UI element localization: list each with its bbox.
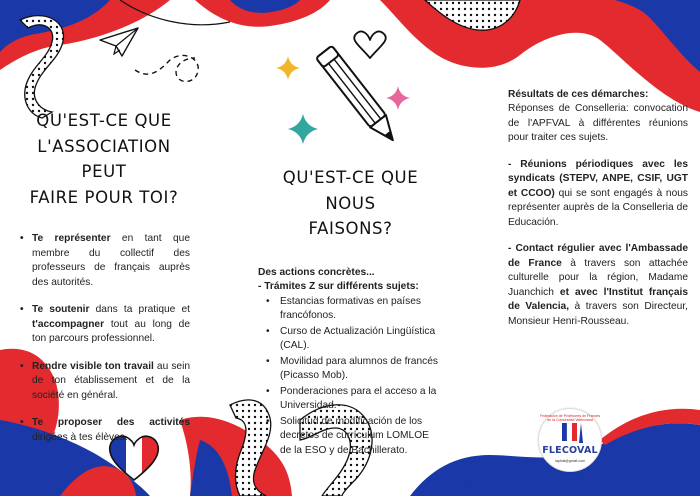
left-list [18, 232, 190, 445]
list-item: • Ponderaciones para el acceso a la Universidad. [262, 385, 443, 414]
item-bold: Te proposer des activités [32, 417, 190, 429]
flecoval-logo [538, 408, 602, 472]
middle-intro [258, 266, 443, 295]
list-item [18, 232, 190, 290]
unions-bold: - Réunions périodiques avec les syndicats (STEPV, ANPE, CSIF, UGT et CCOO) [508, 158, 688, 199]
left-panel [18, 108, 190, 458]
results-text: Réponses de Conselleria: convocation de l'APFVAL à différentes réunions pour traiter ces sujets. [508, 103, 688, 144]
pink-star-icon [386, 86, 410, 110]
unions-paragraph [508, 158, 688, 230]
list-item: • Solicitud de modificación de los decretos de currículum LOMLOE de la ESO y de Bachillerato. [262, 415, 443, 458]
institut-bold: et avec l'Institut français de Valencia, [508, 286, 688, 313]
item-bold: Te représenter [32, 233, 111, 245]
middle-list [262, 295, 443, 458]
right-panel [508, 88, 688, 341]
top-center-waves [195, 0, 330, 27]
intro-line: Des actions concrètes... [258, 266, 375, 278]
item-bold: Te soutenir [32, 304, 90, 316]
item-text: tout au long de ton parcours professionnel. [32, 318, 190, 345]
heart-outline-icon [354, 32, 386, 58]
left-heading-line: L'ASSOCIATION PEUT [37, 136, 171, 182]
results-paragraph [508, 88, 688, 146]
teal-star-icon [288, 114, 318, 144]
pencil-icon [316, 46, 401, 147]
list-item: • Movilidad para alumnos de francés (Picasso Mob). [262, 355, 443, 384]
item-text: dans ta pratique et [89, 304, 190, 316]
top-left-waves [0, 0, 170, 70]
middle-heading [258, 165, 443, 242]
list-item [18, 416, 190, 445]
logo-emblem-icon [539, 409, 603, 473]
embassy-text: à travers son attachée culturelle pour la région, Madame Juanchich [508, 257, 688, 298]
left-heading-line: QU'EST-CE QUE [36, 111, 172, 130]
list-item: • Curso de Actualización Lingüística (CAL). [262, 325, 443, 354]
logo-name: FLECOVAL [542, 445, 598, 456]
institut-text: à travers son Directeur, Monsieur Henri-Rousseau. [508, 301, 688, 327]
item-bold: t'accompagner [32, 318, 105, 330]
unions-text: qui se sont engagés à nous représenter auprès de la Conselleria de Educación. [508, 187, 688, 228]
results-title: Résultats de ces démarches: [508, 89, 649, 100]
middle-heading-line: FAISONS? [308, 219, 393, 239]
left-heading-line: FAIRE POUR TOI? [29, 187, 179, 207]
item-bold: Rendre visible ton travail [32, 360, 154, 372]
item-text: dirigées à tes élèves. [32, 431, 128, 443]
list-item [18, 360, 190, 403]
plane-trail [135, 55, 198, 81]
logo-email: lapfval@gmail.com [555, 459, 585, 463]
logo-ring-text: Federación de Profesores de Francés de la Comunidad Valenciana [539, 414, 601, 422]
embassy-paragraph [508, 242, 688, 329]
item-text: en tant que membre du collectif des professeurs de français auprès des autorités. [32, 233, 190, 288]
list-item: • Estancias formativas en países francófonos. [262, 295, 443, 324]
gold-star-icon [276, 56, 300, 80]
list-item [18, 303, 190, 346]
middle-heading-line: QU'EST-CE QUE NOUS [282, 168, 419, 213]
item-text: au sein de ton établissement et de la société en général. [32, 360, 191, 401]
middle-panel [258, 165, 443, 459]
intro-line: - Trámites Z sur différents sujets: [258, 281, 419, 293]
left-heading [18, 108, 190, 210]
embassy-bold: - Contact régulier avec l'Ambassade de France [508, 243, 688, 269]
